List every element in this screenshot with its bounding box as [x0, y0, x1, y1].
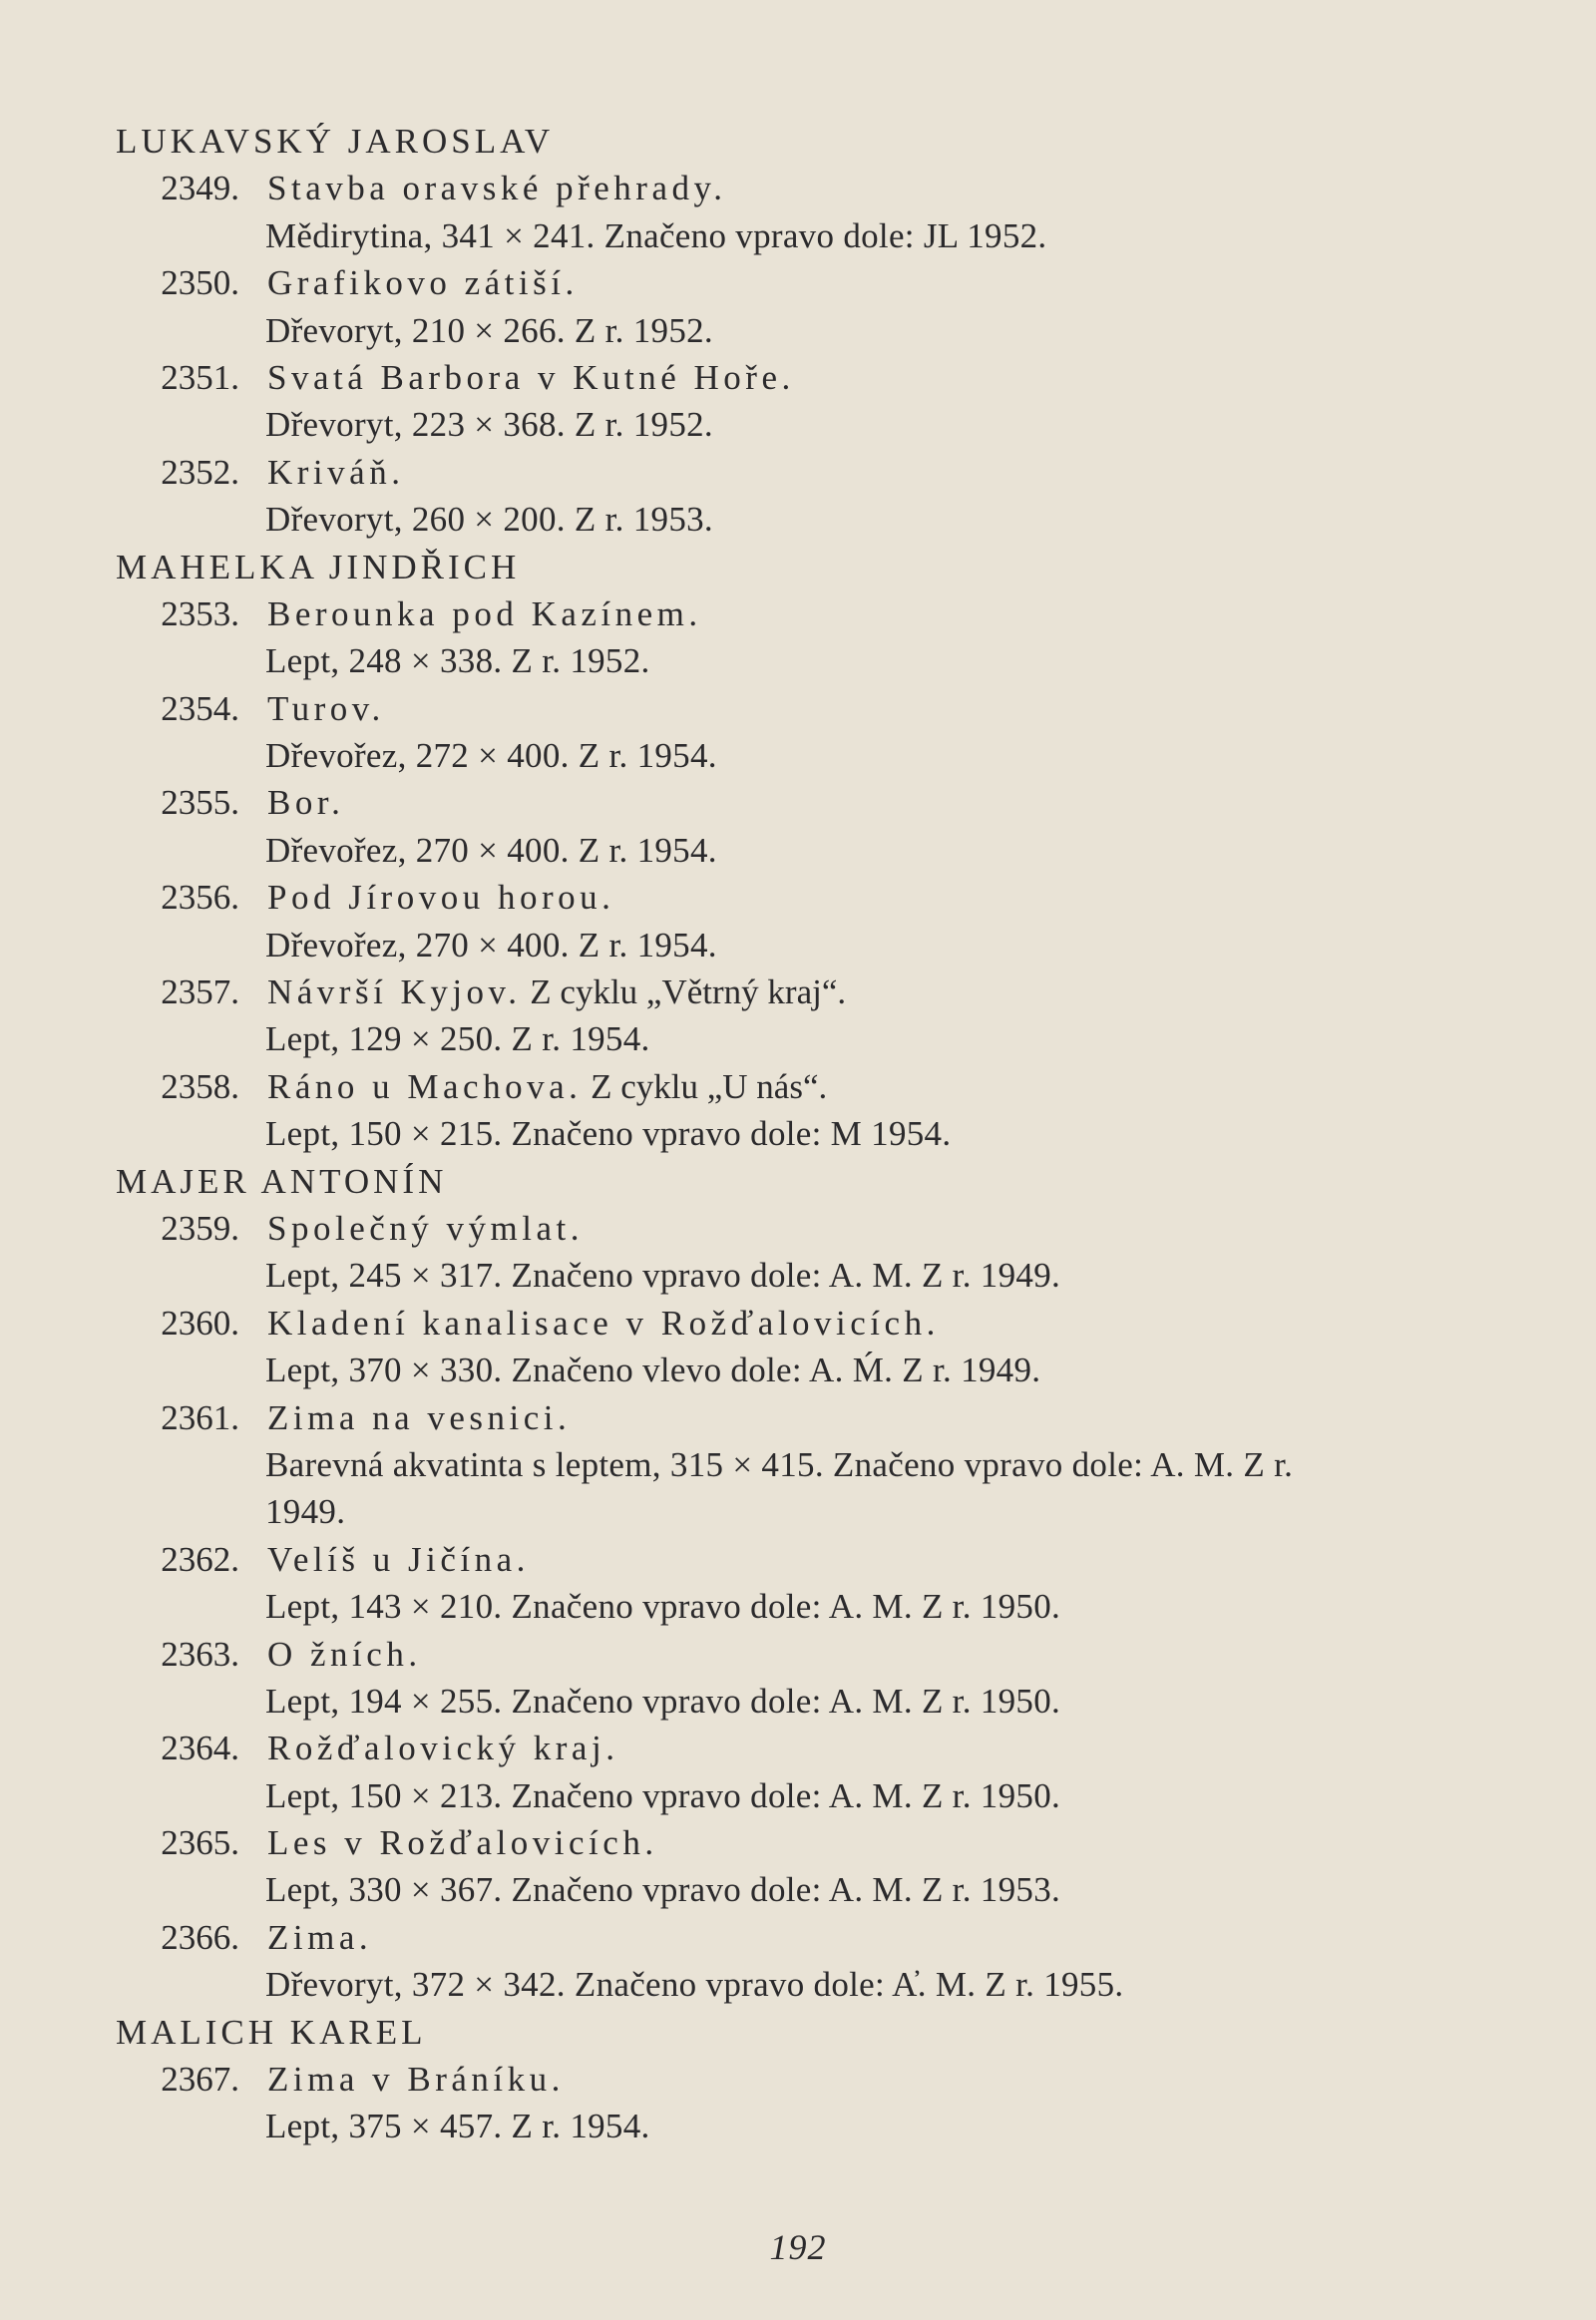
entry-number: 2351.: [161, 357, 239, 397]
entry-details: Dřevořez, 270 × 400. Z r. 1954.: [265, 830, 717, 870]
entry-title: Společný výmlat.: [267, 1208, 584, 1248]
entry-number: 2352.: [161, 452, 239, 492]
entry-title: Kladení kanalisace v Rožďalovicích.: [267, 1303, 940, 1343]
catalog-entry-title: [116, 968, 1562, 1015]
entry-title: O žních.: [267, 1634, 422, 1674]
entry-details: Lept, 375 × 457. Z r. 1954.: [265, 2107, 650, 2146]
catalog-entry-title: [116, 259, 1562, 306]
entry-details: Dřevoryt, 260 × 200. Z r. 1953.: [265, 500, 713, 540]
catalog-entry-title: [116, 590, 1562, 637]
catalog-entry-title: [116, 1394, 1562, 1441]
entry-title: Svatá Barbora v Kutné Hoře.: [267, 357, 795, 397]
catalog-entry-title: [116, 449, 1562, 496]
entry-details: Dřevořez, 272 × 400. Z r. 1954.: [265, 736, 717, 776]
entry-title: Les v Rožďalovicích.: [267, 1823, 658, 1863]
catalog-entry-title: [116, 1300, 1562, 1347]
catalog-entry-title: [116, 1063, 1562, 1110]
entry-details: Barevná akvatinta s leptem, 315 × 415. Značeno vpravo dole: A. M. Z r.: [265, 1444, 1294, 1484]
catalog-entry-title: [116, 1914, 1562, 1961]
artist-heading: MAJER ANTONÍN: [116, 1161, 448, 1201]
entry-title: Grafikovo zátiší.: [267, 263, 579, 303]
entry-details: Lept, 370 × 330. Značeno vlevo dole: A. Ḿ. Z r. 1949.: [265, 1351, 1041, 1390]
artist-heading: MALICH KAREL: [116, 2012, 427, 2052]
entry-details: Mědirytina, 341 × 241. Značeno vpravo dole: JL 1952.: [265, 215, 1047, 255]
entry-number: 2367.: [161, 2060, 239, 2100]
catalog-list: [116, 118, 1562, 2150]
catalog-entry-title: [116, 1631, 1562, 1678]
entry-title: Pod Jírovou horou.: [267, 878, 615, 918]
catalog-entry-title: [116, 165, 1562, 211]
entry-details: Lept, 150 × 213. Značeno vpravo dole: A. M. Z r. 1950.: [265, 1775, 1061, 1815]
entry-number: 2353.: [161, 593, 239, 633]
entry-title: Berounka pod Kazínem.: [267, 593, 702, 633]
entry-title: Zima v Bráníku.: [267, 2060, 565, 2100]
entry-number: 2365.: [161, 1823, 239, 1863]
catalog-entry-title: [116, 874, 1562, 921]
entry-details: Dřevořez, 270 × 400. Z r. 1954.: [265, 925, 717, 965]
entry-title: Bor.: [267, 783, 345, 823]
entry-number: 2357.: [161, 972, 239, 1012]
entry-title: Stavba oravské přehrady.: [267, 169, 727, 208]
artist-heading: MAHELKA JINDŘICH: [116, 547, 521, 586]
artist-heading: LUKAVSKÝ JAROSLAV: [116, 122, 555, 161]
entry-title: Zima na vesnici.: [267, 1397, 572, 1437]
catalog-entry-title: [116, 1725, 1562, 1771]
entry-details: Lept, 129 × 250. Z r. 1954.: [265, 1019, 650, 1059]
entry-number: 2366.: [161, 1917, 239, 1957]
entry-number: 2355.: [161, 783, 239, 823]
entry-details: Lept, 330 × 367. Značeno vpravo dole: A. M. Z r. 1953.: [265, 1870, 1061, 1910]
entry-number: 2359.: [161, 1208, 239, 1248]
entry-title: Turov.: [267, 688, 385, 728]
catalog-entry-title: [116, 779, 1562, 826]
entry-number: 2356.: [161, 878, 239, 918]
entry-title: Ráno u Machova.: [267, 1066, 583, 1106]
entry-details: Dřevoryt, 210 × 266. Z r. 1952.: [265, 310, 713, 350]
entry-number: 2363.: [161, 1634, 239, 1674]
entry-number: 2364.: [161, 1729, 239, 1768]
entry-cycle-note: Z cyklu „Větrný kraj“.: [530, 972, 847, 1012]
entry-details: Lept, 150 × 215. Značeno vpravo dole: M 1954.: [265, 1114, 952, 1154]
entry-number: 2354.: [161, 688, 239, 728]
catalog-entry-title: [116, 354, 1562, 401]
entry-number: 2350.: [161, 263, 239, 303]
entry-details: Lept, 194 × 255. Značeno vpravo dole: A. M. Z r. 1950.: [265, 1681, 1061, 1721]
entry-details: 1949.: [265, 1492, 346, 1532]
entry-details: Lept, 245 × 317. Značeno vpravo dole: A. M. Z r. 1949.: [265, 1256, 1061, 1296]
entry-details: Dřevoryt, 223 × 368. Z r. 1952.: [265, 405, 713, 445]
catalog-entry-title: [116, 2056, 1562, 2103]
entry-details: Lept, 248 × 338. Z r. 1952.: [265, 641, 650, 681]
entry-details: Lept, 143 × 210. Značeno vpravo dole: A. M. Z r. 1950.: [265, 1587, 1061, 1627]
page-number: 192: [769, 2227, 827, 2267]
catalog-entry-title: [116, 685, 1562, 732]
entry-title: Kriváň.: [267, 452, 405, 492]
entry-title: Rožďalovický kraj.: [267, 1729, 619, 1768]
entry-number: 2361.: [161, 1397, 239, 1437]
catalog-entry-title: [116, 1819, 1562, 1866]
entry-number: 2362.: [161, 1539, 239, 1579]
entry-number: 2360.: [161, 1303, 239, 1343]
entry-number: 2358.: [161, 1066, 239, 1106]
catalog-entry-title: [116, 1205, 1562, 1252]
entry-number: 2349.: [161, 169, 239, 208]
entry-title: Velíš u Jičína.: [267, 1539, 530, 1579]
catalog-entry-title: [116, 1536, 1562, 1583]
entry-title: Zima.: [267, 1917, 373, 1957]
entry-cycle-note: Z cyklu „U nás“.: [591, 1066, 828, 1106]
entry-details: Dřevoryt, 372 × 342. Značeno vpravo dole: A̓. M. Z r. 1955.: [265, 1965, 1124, 2005]
entry-title: Návrší Kyjov.: [267, 972, 522, 1012]
